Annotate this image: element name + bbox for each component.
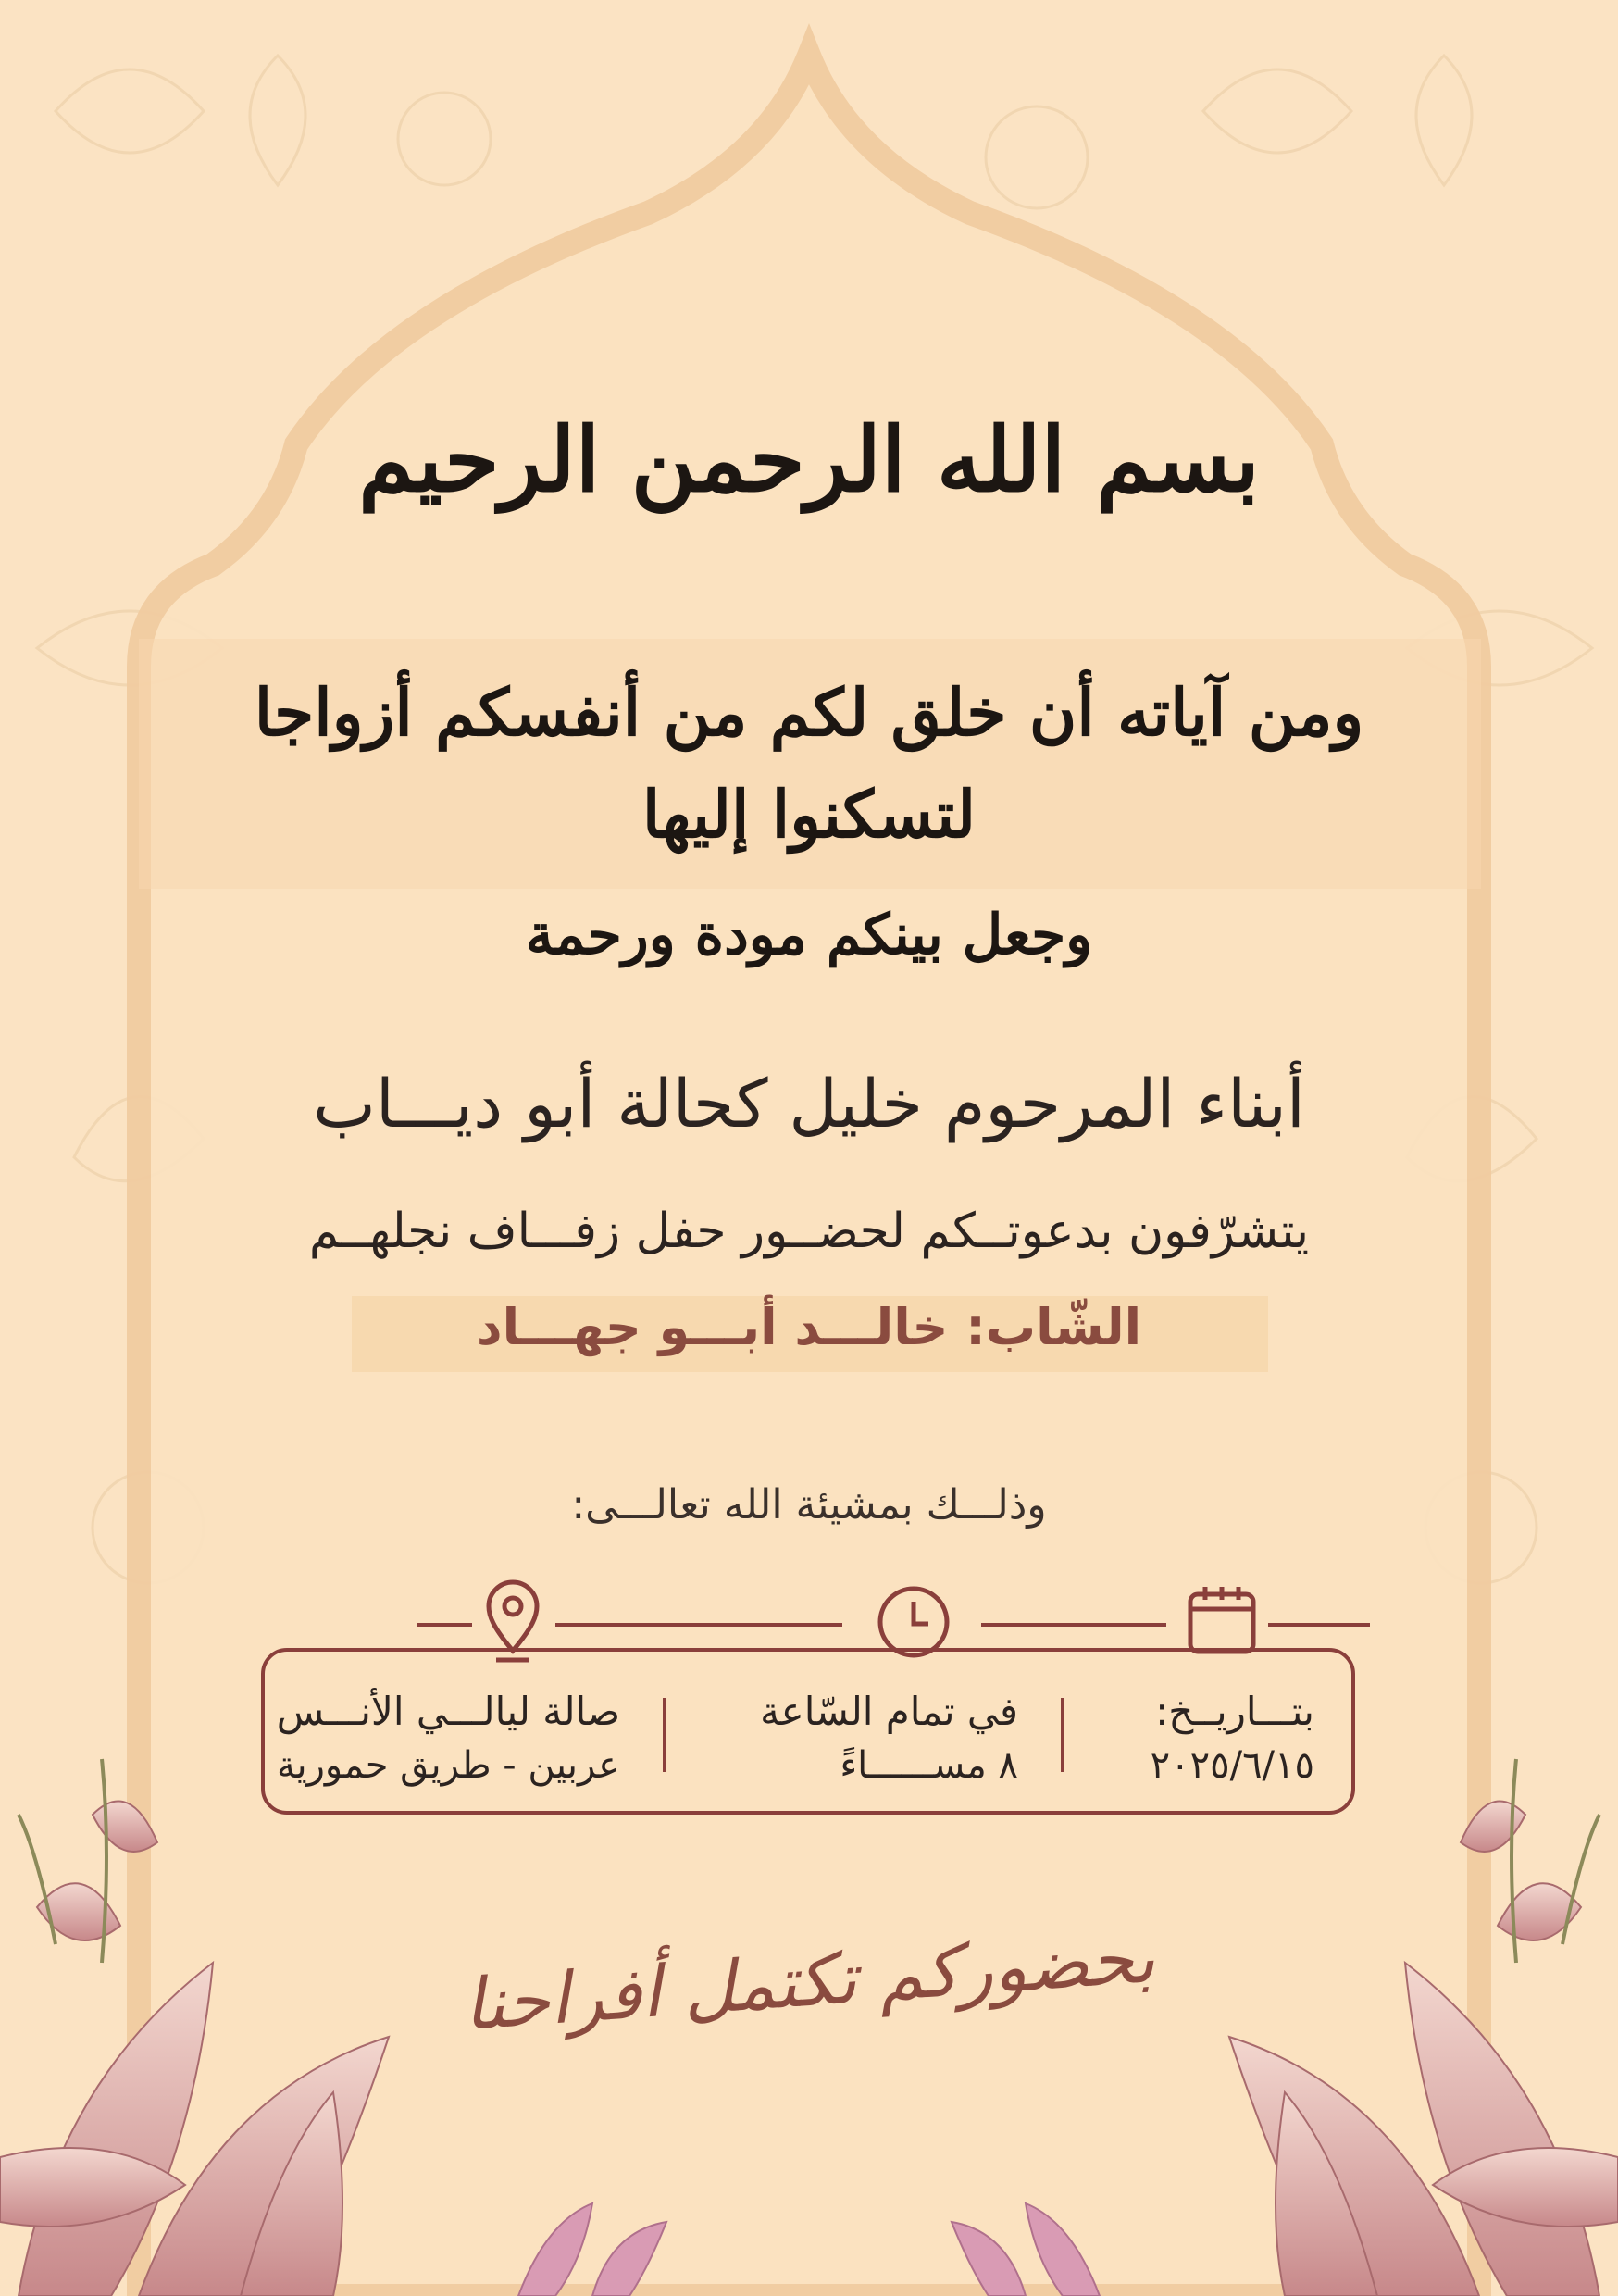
time-value: ٨ مســــــاءً — [840, 1744, 1018, 1787]
groom-name: الشّاب: خالـــد أبـــو جهـــاد — [476, 1298, 1142, 1356]
place-value: عربين - طريق حمورية — [277, 1744, 620, 1787]
date-value: ٢٠٢٥/٦/١٥ — [1150, 1744, 1314, 1787]
invitation-text: يتشرّفون بدعوتــكم لحضــور حفل زفـــاف نجلهــم — [308, 1204, 1310, 1259]
place-label: صالة ليالـــي الأنـــس — [276, 1689, 620, 1734]
closing-phrase: بحضوركم تكتمل أفراحنا — [460, 1915, 1158, 2046]
date-label: بتـــاريــخ: — [1155, 1689, 1314, 1734]
bismillah-calligraphy: بسم الله الرحمن الرحيم — [358, 407, 1260, 512]
gods-will-text: وذلـــك بمشيئة الله تعالـــى: — [571, 1481, 1047, 1529]
quran-verse-continuation: وجعل بينكم مودة ورحمة — [525, 903, 1093, 967]
quran-verse-calligraphy: ومن آياته أن خلق لكم من أنفسكم أزواجا لتسكنوا إليها — [254, 674, 1364, 853]
time-label: في تمام السّاعة — [760, 1689, 1018, 1734]
family-name: أبناء المرحوم خليل كحالة أبو ديـــاب — [313, 1065, 1305, 1142]
